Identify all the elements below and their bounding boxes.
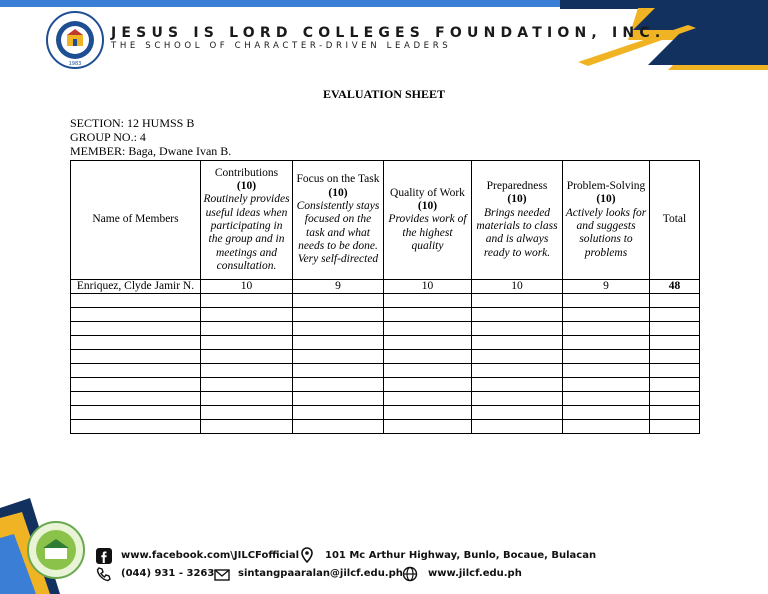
- member-name-cell: [71, 364, 201, 378]
- phone-text[interactable]: (044) 931 - 3263: [121, 568, 215, 579]
- total-score: [650, 336, 700, 350]
- total-score: [650, 322, 700, 336]
- preparedness-score: [472, 350, 563, 364]
- quality-score: [384, 336, 472, 350]
- header-contributions: Contributions (10) Routinely provides useful ideas when participating in the group and in meetings and consultation.: [201, 161, 293, 280]
- problem-solving-score: [563, 322, 650, 336]
- focus-score: [293, 364, 384, 378]
- preparedness-score: [472, 294, 563, 308]
- table-row: [71, 322, 700, 336]
- table-row: [71, 420, 700, 434]
- preparedness-score: [472, 364, 563, 378]
- member-name-cell: [71, 378, 201, 392]
- contributions-score: [201, 406, 293, 420]
- problem-solving-score: [563, 294, 650, 308]
- globe-icon: [402, 566, 418, 582]
- preparedness-score: [472, 322, 563, 336]
- problem-solving-score: [563, 364, 650, 378]
- member-name-cell: [71, 420, 201, 434]
- focus-score: 9: [293, 280, 384, 294]
- member-name-cell: [71, 308, 201, 322]
- quality-score: [384, 392, 472, 406]
- member-name-cell: [71, 350, 201, 364]
- facebook-icon: [96, 548, 112, 564]
- focus-score: [293, 392, 384, 406]
- quality-score: [384, 308, 472, 322]
- quality-score: [384, 364, 472, 378]
- table-row: [71, 308, 700, 322]
- address-text: 101 Mc Arthur Highway, Bunlo, Bocaue, Bulacan: [325, 550, 597, 561]
- member-name-cell: [71, 322, 201, 336]
- header-quality-of-work: Quality of Work (10) Provides work of the highest quality: [384, 161, 472, 280]
- document-title: EVALUATION SHEET: [323, 87, 445, 101]
- preparedness-score: [472, 420, 563, 434]
- focus-score: [293, 420, 384, 434]
- header-problem-solving: Problem-Solving (10) Actively looks for and suggests solutions to problems: [563, 161, 650, 280]
- table-header-row: [71, 161, 700, 280]
- school-seal-icon: [27, 521, 85, 579]
- website-link[interactable]: www.jilcf.edu.ph: [428, 568, 522, 579]
- quality-score: [384, 294, 472, 308]
- quality-score: [384, 378, 472, 392]
- problem-solving-score: [563, 336, 650, 350]
- problem-solving-score: [563, 406, 650, 420]
- table-row: [71, 294, 700, 308]
- email-link[interactable]: sintangpaaralan@jilcf.edu.ph: [238, 568, 403, 579]
- contributions-score: [201, 336, 293, 350]
- preparedness-score: 10: [472, 280, 563, 294]
- problem-solving-score: [563, 378, 650, 392]
- brand-subtitle: THE SCHOOL OF CHARACTER-DRIVEN LEADERS: [111, 41, 452, 51]
- problem-solving-score: [563, 350, 650, 364]
- problem-solving-score: [563, 420, 650, 434]
- group-line: GROUP NO.: 4: [70, 130, 146, 144]
- problem-solving-score: 9: [563, 280, 650, 294]
- mail-icon: [214, 567, 230, 583]
- focus-score: [293, 336, 384, 350]
- preparedness-score: [472, 308, 563, 322]
- total-score: 48: [650, 280, 700, 294]
- total-score: [650, 294, 700, 308]
- focus-score: [293, 378, 384, 392]
- problem-solving-score: [563, 392, 650, 406]
- table-row: [71, 378, 700, 392]
- contributions-score: 10: [201, 280, 293, 294]
- total-score: [650, 308, 700, 322]
- section-line: SECTION: 12 HUMSS B: [70, 116, 195, 130]
- member-name-cell: [71, 406, 201, 420]
- total-score: [650, 392, 700, 406]
- contributions-score: [201, 294, 293, 308]
- header-focus-on-task: Focus on the Task (10) Consistently stays focused on the task and what needs to be done. Very self-directed: [293, 161, 384, 280]
- quality-score: [384, 420, 472, 434]
- contributions-score: [201, 392, 293, 406]
- total-score: [650, 420, 700, 434]
- logo-year: 1983: [68, 61, 82, 67]
- contributions-score: [201, 350, 293, 364]
- member-name-cell: [71, 294, 201, 308]
- table-row: [71, 406, 700, 420]
- header-preparedness: Preparedness (10) Brings needed materials to class and is always ready to work.: [472, 161, 563, 280]
- header-name-of-members: Name of Members: [71, 161, 201, 280]
- table-row: [71, 364, 700, 378]
- brand-title: JESUS IS LORD COLLEGES FOUNDATION, INC.: [111, 25, 666, 41]
- contributions-score: [201, 308, 293, 322]
- quality-score: [384, 322, 472, 336]
- evaluation-table: [70, 160, 700, 434]
- preparedness-score: [472, 392, 563, 406]
- table-row: [71, 392, 700, 406]
- table-row: [71, 350, 700, 364]
- focus-score: [293, 406, 384, 420]
- college-logo: [46, 11, 104, 69]
- preparedness-score: [472, 336, 563, 350]
- quality-score: 10: [384, 280, 472, 294]
- member-line: MEMBER: Baga, Dwane Ivan B.: [70, 144, 232, 158]
- contributions-score: [201, 322, 293, 336]
- preparedness-score: [472, 378, 563, 392]
- quality-score: [384, 350, 472, 364]
- table-row: [71, 280, 700, 294]
- total-score: [650, 406, 700, 420]
- phone-icon: [96, 566, 112, 582]
- member-name-cell: Enriquez, Clyde Jamir N.: [71, 280, 201, 294]
- contributions-score: [201, 378, 293, 392]
- focus-score: [293, 308, 384, 322]
- contributions-score: [201, 364, 293, 378]
- contributions-score: [201, 420, 293, 434]
- problem-solving-score: [563, 308, 650, 322]
- facebook-link[interactable]: www.facebook.com\JILCFofficial: [121, 550, 300, 561]
- location-pin-icon: [299, 547, 315, 563]
- focus-score: [293, 350, 384, 364]
- member-name-cell: [71, 336, 201, 350]
- member-name-cell: [71, 392, 201, 406]
- total-score: [650, 350, 700, 364]
- quality-score: [384, 406, 472, 420]
- focus-score: [293, 322, 384, 336]
- focus-score: [293, 294, 384, 308]
- preparedness-score: [472, 406, 563, 420]
- total-score: [650, 364, 700, 378]
- total-score: [650, 378, 700, 392]
- header-total: Total: [650, 161, 700, 280]
- table-row: [71, 336, 700, 350]
